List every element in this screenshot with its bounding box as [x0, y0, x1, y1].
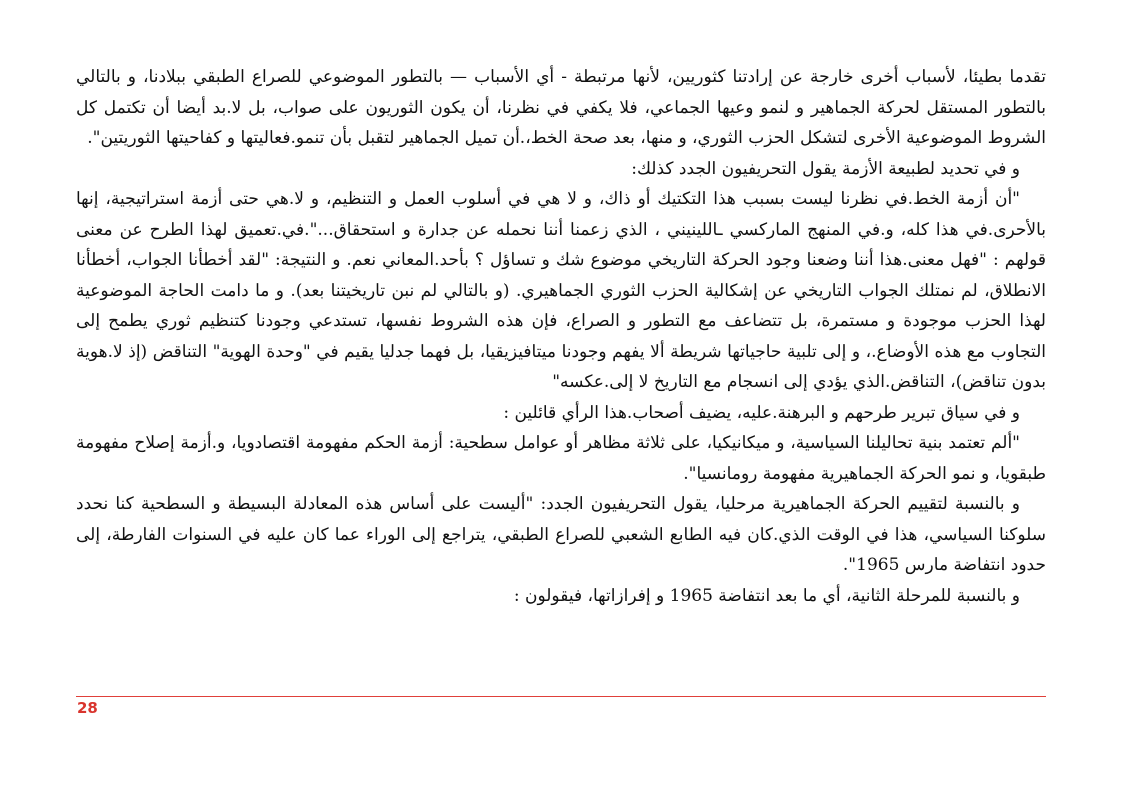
- paragraph-2: و في تحديد لطبيعة الأزمة يقول التحريفيون الجدد كذلك:: [631, 158, 1020, 179]
- paragraph-4: و في سياق تبرير طرحهم و البرهنة.عليه، يضيف أصحاب.هذا الرأي قائلين :: [503, 402, 1020, 423]
- footer-rule: [76, 696, 1046, 697]
- page-body: [76, 62, 1046, 611]
- paragraph-3-quote: "أن أزمة الخط.في نظرنا ليست بسبب هذا التكتيك أو ذاك، و لا هي في أسلوب العمل و التنظيم، و لا.هي حتى أزمة استراتيجية، إنها بالأحرى.في هذا كله، و.في المنهج الماركسي ـاللينيني ، الذي زعمنا أننا نحمله عن جدارة و استحقاق...".في.تعميق لهذا الطرح عن معنى قولهم : "فهل معنى.هذا أننا وضعنا وجود الحركة التاريخي موضوع شك و تساؤل ؟ بأحد.المعاني نعم. و النتيجة: "لقد أخطأنا الجواب، أخطأنا الانطلاق، لم نمتلك الجواب التاريخي عن إشكالية الحزب الثوري الجماهيري. (و بالتالي لم نبن تاريخيتنا بعد). و ما دامت الحاجة الموضوعية لهذا الحزب موجودة و مستمرة، بل تتضاعف مع التطور و الصراع، فإن هذه الشروط نفسها، تستدعي وجودنا كتنظيم ثوري يطمح إلى التجاوب مع هذه الأوضاع.، و إلى تلبية حاجياتها شريطة ألا يفهم وجودنا ميتافيزيقيا، بل فهما جدليا يقيم في "وحدة الهوية" التناقض (إذ لا.هوية بدون تناقض)، التناقض.الذي يؤدي إلى انسجام مع التاريخ لا إلى.عكسه": [76, 189, 1046, 392]
- page-number: 28: [77, 699, 98, 717]
- paragraph-1: تقدما بطيئا، لأسباب أخرى خارجة عن إرادتنا كثوريين، لأنها مرتبطة - أي الأسباب — بالتطور الموضوعي للصراع الطبقي ببلادنا، و بالتالي بالتطور المستقل لحركة الجماهير و لنمو وعيها الجماعي، فلا يكفي في نظرنا، أن يكون الثوريون على صواب، بل لا.بد أيضا أن تكتمل كل الشروط الموضوعية الأخرى لتشكل الحزب الثوري، و منها، بعد صحة الخط،.أن تميل الجماهير لتقبل بأن تنمو.فعاليتها و كفاحيتها الثوريتين".: [76, 67, 1046, 148]
- paragraph-6: و بالنسبة لتقييم الحركة الجماهيرية مرحليا، يقول التحريفيون الجدد: "أليست على أساس هذه المعادلة البسيطة و السطحية كنا نحدد سلوكنا السياسي، هذا في الوقت الذي.كان فيه الطابع الشعبي للصراع الطبقي، يتراجع إلى الوراء عما كان عليه في السنوات الفارطة، إلى حدود انتفاضة مارس 1965".: [76, 494, 1046, 575]
- paragraph-5-quote: "ألم تعتمد بنية تحاليلنا السياسية، و ميكانيكيا، على ثلاثة مظاهر أو عوامل سطحية: أزمة الحكم مفهومة اقتصادويا، و.أزمة إصلاح مفهومة طبقويا، و نمو الحركة الجماهيرية مفهومة رومانسيا".: [76, 433, 1046, 484]
- paragraph-7: و بالنسبة للمرحلة الثانية، أي ما بعد انتفاضة 1965 و إفرازاتها، فيقولون :: [513, 585, 1020, 606]
